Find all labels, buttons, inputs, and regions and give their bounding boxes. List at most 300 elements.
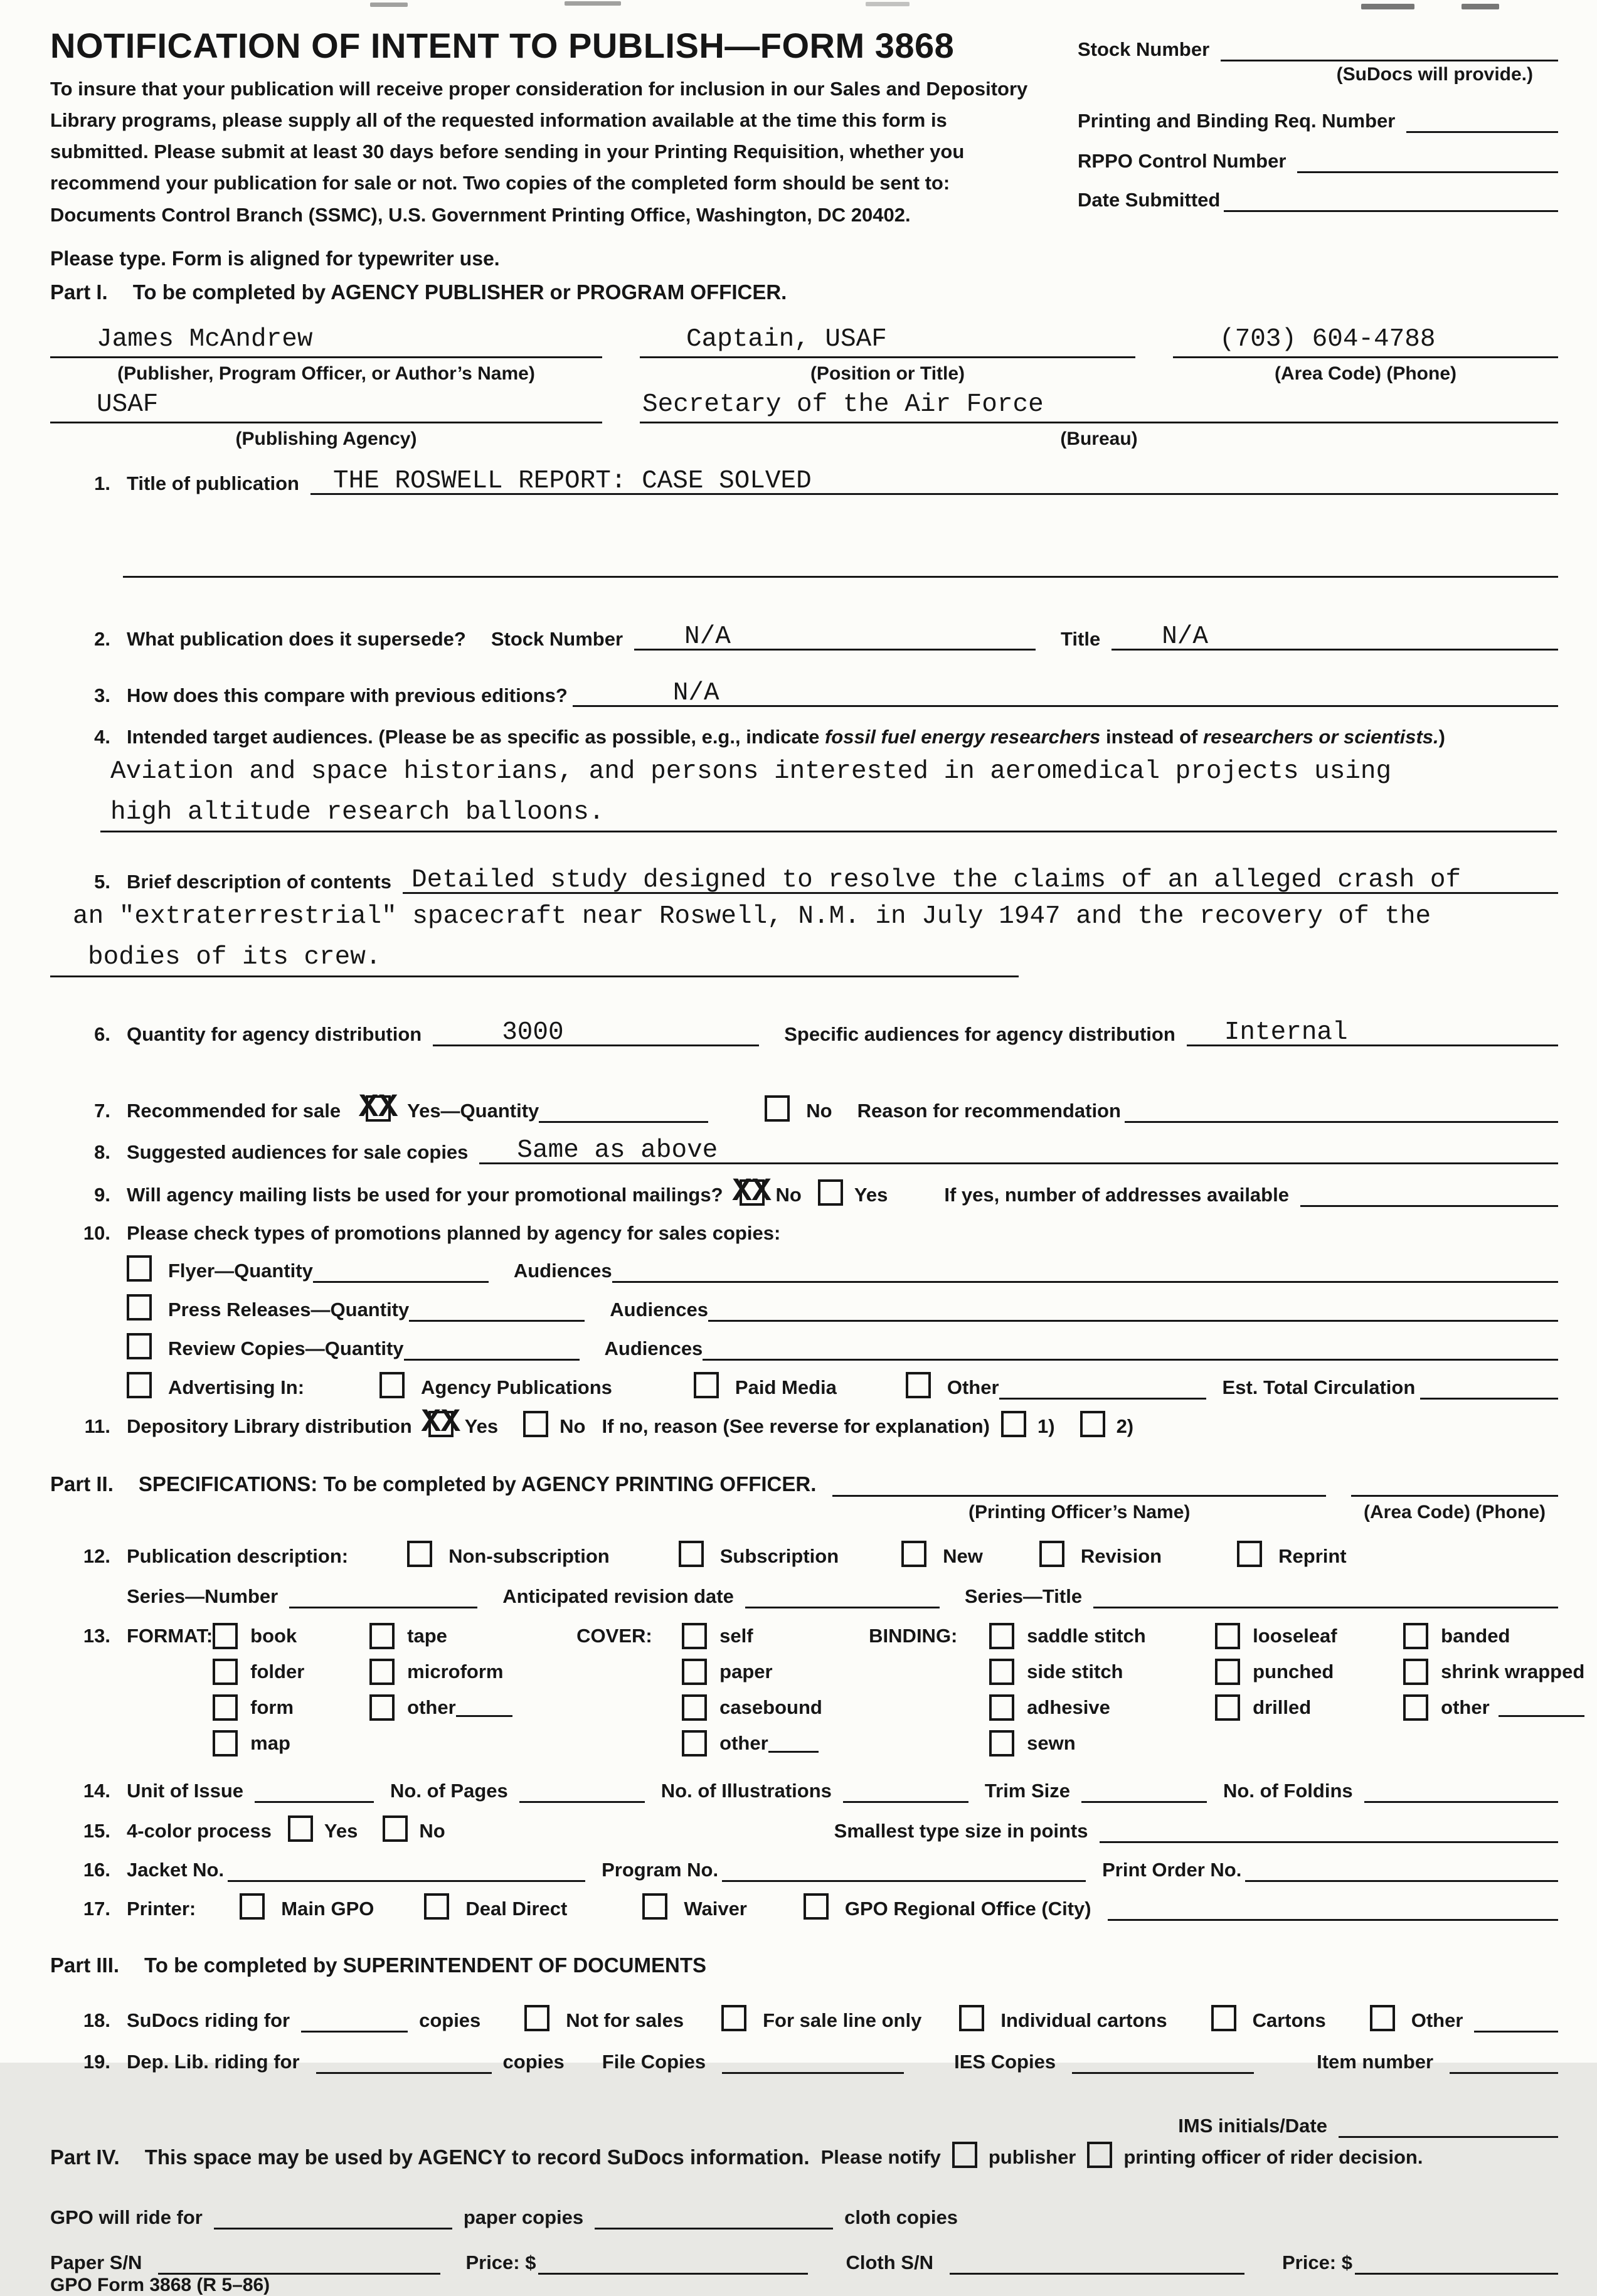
binding-punched-label: punched [1253, 1660, 1334, 1682]
gpo-cloth-copies-field[interactable] [595, 2201, 833, 2230]
q2-stock-label: Stock Number [491, 627, 623, 650]
q16-row [50, 1853, 1558, 1882]
q1-label: Title of publication [127, 472, 299, 494]
q10-advertising-checkbox[interactable] [127, 1372, 152, 1398]
q10-press-checkbox[interactable] [127, 1294, 152, 1321]
bureau-label: (Bureau) [1060, 428, 1138, 450]
cover-paper-label: paper [719, 1660, 773, 1682]
q19-label: Dep. Lib. riding for [127, 2051, 300, 2073]
part1-identity-row1 [50, 326, 1558, 385]
part2-phone-label: (Area Code) (Phone) [1363, 1501, 1546, 1523]
q11-no-checkbox[interactable] [523, 1411, 548, 1437]
binding-banded-checkbox[interactable] [1403, 1623, 1428, 1649]
q10-press-aud-label: Audiences [610, 1299, 709, 1321]
q12-nonsub-label: Non-subscription [448, 1545, 610, 1568]
q7-quantity-field[interactable] [539, 1094, 708, 1123]
type-note: Please type. Form is aligned for typewriter use. [50, 247, 500, 270]
q17-regional-checkbox[interactable] [804, 1893, 829, 1920]
q4-label: Intended target audiences. (Please be as specific as possible, e.g., indicate fossil fuel energy researchers instead of researchers or scientists.) [127, 726, 1445, 748]
format-other-label: other [407, 1696, 456, 1718]
form-id-footer: GPO Form 3868 (R 5–86) [50, 2274, 270, 2295]
q14-foldins-field[interactable] [1364, 1774, 1558, 1803]
part2-phone-group [1351, 1472, 1558, 1523]
price1-field[interactable] [538, 2246, 808, 2275]
q19-item-field[interactable] [1450, 2045, 1558, 2074]
q19-copies-label: copies [502, 2051, 565, 2073]
binding-other-checkbox[interactable] [1403, 1694, 1428, 1721]
q10-est-field[interactable] [1420, 1371, 1558, 1400]
revision-date-label: Anticipated revision date [502, 1585, 734, 1608]
binding-saddle-label: saddle stitch [1027, 1624, 1146, 1647]
q6-row [50, 1018, 1558, 1046]
q19-num: 19. [83, 2051, 110, 2073]
q18-copies-field[interactable] [301, 2004, 408, 2033]
q17-deal-direct-checkbox[interactable] [424, 1893, 449, 1920]
q12-reprint-checkbox[interactable] [1237, 1541, 1262, 1567]
cloth-sn-label: Cloth S/N [846, 2251, 933, 2274]
q8-row [50, 1135, 1558, 1164]
position-value[interactable]: Captain, USAF [686, 324, 887, 354]
q18-copies-label: copies [419, 2009, 481, 2032]
q4-value-line2: high altitude research balloons. [100, 790, 1557, 832]
q12-sub-checkbox[interactable] [679, 1541, 704, 1567]
q10-review-aud-field[interactable] [703, 1332, 1558, 1361]
paper-copies-label: paper copies [463, 2206, 584, 2229]
part4-officer-checkbox[interactable] [1087, 2142, 1112, 2168]
q15-smallest-field[interactable] [1100, 1814, 1559, 1843]
q14-num: 14. [83, 1780, 110, 1802]
q18-individual-cartons-checkbox[interactable] [959, 2005, 984, 2031]
q11-if-label: If no, reason (See reverse for explanation) [602, 1415, 990, 1438]
stock-number-label: Stock Number [1078, 38, 1210, 61]
part4-title: This space may be used by AGENCY to record SuDocs information. [144, 2145, 810, 2169]
q10-flyer-checkbox[interactable] [127, 1255, 152, 1282]
q18-row [50, 2004, 1558, 2033]
part3-num: Part III. [50, 1953, 120, 1977]
q1-title-field[interactable] [310, 466, 1558, 495]
q6-label: Quantity for agency distribution [127, 1023, 422, 1046]
part2-heading [50, 1472, 1558, 1523]
binding-drilled-label: drilled [1253, 1696, 1312, 1718]
agency-line[interactable] [50, 422, 602, 423]
q11-row [50, 1404, 1558, 1442]
format-other-checkbox[interactable] [369, 1694, 395, 1721]
q7-num: 7. [94, 1100, 110, 1122]
part1-num: Part I. [50, 280, 108, 304]
q17-regional-label: GPO Regional Office (City) [844, 1898, 1091, 1920]
q8-num: 8. [94, 1141, 110, 1164]
cover-casebound-label: casebound [719, 1696, 822, 1718]
q14-pages-field[interactable] [519, 1774, 645, 1803]
scan-artifact [1361, 4, 1414, 9]
part1-heading [50, 280, 1558, 304]
q17-main-gpo-label: Main GPO [281, 1898, 374, 1920]
q17-city-field[interactable] [1108, 1892, 1558, 1921]
q1-value: THE ROSWELL REPORT: CASE SOLVED [332, 466, 812, 496]
q19-ies-label: IES Copies [954, 2051, 1056, 2073]
q18-other-field[interactable] [1474, 2004, 1558, 2033]
series-title-field[interactable] [1093, 1580, 1558, 1608]
ims-label: IMS initials/Date [1178, 2115, 1327, 2137]
q2-label: What publication does it supersede? [127, 627, 466, 650]
q10-flyer-aud-label: Audiences [513, 1260, 612, 1282]
binding-drilled-checkbox[interactable] [1215, 1694, 1240, 1721]
q18-num: 18. [83, 2009, 110, 2032]
q11-num: 11. [84, 1415, 110, 1438]
q18-other-label: Other [1411, 2009, 1463, 2032]
q2-title-label: Title [1061, 627, 1101, 650]
publisher-line[interactable] [50, 356, 602, 358]
gpo-ride-row [50, 2201, 1558, 2230]
series-row [127, 1580, 1558, 1608]
cover-self-checkbox[interactable] [682, 1623, 707, 1649]
ims-field[interactable] [1339, 2109, 1558, 2138]
q10-advertising-label: Advertising In: [168, 1376, 305, 1399]
q18-other-checkbox[interactable] [1370, 2005, 1395, 2031]
q15-no-checkbox[interactable] [383, 1815, 408, 1842]
q16-program-field[interactable] [722, 1853, 1086, 1882]
q6-quantity-field[interactable] [433, 1018, 759, 1046]
q14-row [50, 1774, 1558, 1803]
price2-label: Price: $ [1281, 2251, 1352, 2274]
q10-agency-pub-checkbox[interactable] [379, 1372, 405, 1398]
q19-item-label: Item number [1317, 2051, 1434, 2073]
q5-answer[interactable] [50, 894, 1558, 977]
bureau-value[interactable]: Secretary of the Air Force [642, 390, 1044, 419]
q14-unit-label: Unit of Issue [127, 1780, 244, 1802]
q9-no-checkbox[interactable] [732, 1172, 772, 1210]
q9-label: Will agency mailing lists be used for your promotional mailings? [127, 1184, 723, 1206]
q18-not-for-sales-checkbox[interactable] [524, 2005, 549, 2031]
part1-title: To be completed by AGENCY PUBLISHER or PROGRAM OFFICER. [132, 280, 787, 304]
scan-artifact [370, 3, 408, 7]
q12-sub-label: Subscription [719, 1545, 839, 1568]
q10-flyer-label: Flyer—Quantity [168, 1260, 313, 1282]
binding-sewn-label: sewn [1027, 1731, 1076, 1754]
q2-stock-value: N/A [684, 622, 731, 651]
q2-title-field[interactable] [1112, 622, 1558, 651]
q10-review-checkbox[interactable] [127, 1333, 152, 1359]
q11-yes-checkbox[interactable] [421, 1404, 460, 1442]
q2-stock-field[interactable] [634, 622, 1036, 651]
q10-est-label: Est. Total Circulation [1222, 1376, 1416, 1399]
gpo-paper-copies-field[interactable] [214, 2201, 452, 2230]
q5-num: 5. [94, 871, 110, 893]
bureau-field-group [640, 391, 1558, 450]
format-form-label: form [250, 1696, 294, 1718]
q4-answer[interactable] [100, 749, 1558, 832]
q10-other-label: Other [947, 1376, 999, 1399]
format-other-field[interactable] [456, 1698, 512, 1717]
q12-label: Publication description: [127, 1545, 349, 1568]
format-folder-checkbox[interactable] [213, 1659, 238, 1685]
q11-reason2-label: 2) [1116, 1415, 1134, 1438]
binding-banded-label: banded [1441, 1624, 1510, 1647]
header [50, 19, 1558, 231]
q18-for-sale-line-checkbox[interactable] [721, 2005, 746, 2031]
q7-reason-field[interactable] [1125, 1094, 1558, 1123]
format-tape-label: tape [407, 1624, 447, 1647]
q16-jacket-field[interactable] [228, 1853, 585, 1882]
q7-no-label: No [806, 1100, 832, 1122]
scan-artifact [565, 1, 621, 6]
date-submitted-group [1078, 183, 1558, 212]
format-map-checkbox[interactable] [213, 1730, 238, 1757]
q1-row [50, 466, 1558, 495]
binding-adhesive-checkbox[interactable] [989, 1694, 1014, 1721]
q6-audience-field[interactable] [1187, 1018, 1558, 1046]
printing-binding-label: Printing and Binding Req. Number [1078, 110, 1396, 132]
q2-num: 2. [94, 627, 110, 650]
publisher-label: (Publisher, Program Officer, or Author’s Name) [117, 363, 535, 384]
format-tape-checkbox[interactable] [369, 1623, 395, 1649]
header-left [50, 19, 1048, 231]
q5-field-line1[interactable] [403, 861, 1558, 894]
q19-file-field[interactable] [722, 2045, 904, 2074]
phone-label: (Area Code) (Phone) [1274, 363, 1456, 384]
sn-price-row [50, 2246, 1558, 2275]
q13-format-label: FORMAT: [127, 1624, 213, 1647]
q12-revision-label: Revision [1080, 1545, 1162, 1568]
q19-ies-field[interactable] [1072, 2045, 1254, 2074]
position-field-group [640, 326, 1135, 385]
part4-heading [50, 2142, 1558, 2169]
gpo-ride-label: GPO will ride for [50, 2206, 203, 2229]
stock-number-group [1078, 33, 1558, 85]
q17-deal-direct-label: Deal Direct [465, 1898, 568, 1920]
agency-value[interactable]: USAF [97, 390, 159, 419]
q16-print-label: Print Order No. [1102, 1859, 1242, 1881]
q10-flyer-aud-field[interactable] [612, 1254, 1558, 1283]
part4-publisher-checkbox[interactable] [952, 2142, 977, 2168]
q14-illus-label: No. of Illustrations [661, 1780, 832, 1802]
q18-label: SuDocs riding for [127, 2009, 290, 2032]
format-microform-checkbox[interactable] [369, 1659, 395, 1685]
q7-row [50, 1088, 1558, 1126]
agency-field-group [50, 391, 602, 450]
q12-new-label: New [943, 1545, 983, 1568]
paper-sn-label: Paper S/N [50, 2251, 142, 2274]
q11-yes-label: Yes [464, 1415, 499, 1438]
q15-num: 15. [83, 1820, 110, 1842]
q8-field[interactable] [479, 1135, 1558, 1164]
phone-value[interactable]: (703) 604-4788 [1219, 324, 1436, 354]
q16-program-label: Program No. [602, 1859, 719, 1881]
publisher-value[interactable]: James McAndrew [97, 324, 313, 354]
paper-sn-field[interactable] [158, 2246, 440, 2275]
q12-reprint-label: Reprint [1278, 1545, 1347, 1568]
q14-illus-field[interactable] [843, 1774, 968, 1803]
cover-other-field[interactable] [768, 1734, 819, 1753]
q5-row [50, 861, 1558, 894]
part3-title: To be completed by SUPERINTENDENT OF DOCUMENTS [144, 1953, 706, 1977]
q4-num: 4. [94, 726, 110, 748]
q6-label2: Specific audiences for agency distribution [784, 1023, 1175, 1046]
q10-advertising-row [127, 1371, 1558, 1400]
q18-cartons-checkbox[interactable] [1211, 2005, 1236, 2031]
part4-publisher-label: publisher [988, 2146, 1076, 2169]
q10-label: Please check types of promotions planned by agency for sales copies: [127, 1222, 781, 1245]
q1-title-field-2[interactable] [123, 549, 1558, 578]
q15-yes-checkbox[interactable] [288, 1815, 313, 1842]
date-submitted-label: Date Submitted [1078, 189, 1221, 211]
q3-value: N/A [672, 678, 719, 708]
q8-label: Suggested audiences for sale copies [127, 1141, 469, 1164]
q19-copies-field[interactable] [316, 2045, 492, 2074]
price1-label: Price: $ [465, 2251, 536, 2274]
q5-label: Brief description of contents [127, 871, 391, 893]
q11-yes-mark: XX [421, 1404, 460, 1442]
q10-other-checkbox[interactable] [906, 1372, 931, 1398]
revision-date-field[interactable] [745, 1580, 940, 1608]
q10-review-row [127, 1332, 1558, 1361]
printing-binding-field[interactable] [1406, 104, 1558, 133]
q11-label: Depository Library distribution [127, 1415, 412, 1438]
q10-paid-media-checkbox[interactable] [694, 1372, 719, 1398]
q12-nonsub-checkbox[interactable] [407, 1541, 432, 1567]
q10-press-aud-field[interactable] [708, 1293, 1558, 1322]
q14-unit-field[interactable] [255, 1774, 374, 1803]
series-number-label: Series—Number [127, 1585, 279, 1608]
printing-officer-field[interactable] [832, 1495, 1326, 1497]
binding-looseleaf-checkbox[interactable] [1215, 1623, 1240, 1649]
rppo-group [1078, 144, 1558, 173]
q18-cartons-label: Cartons [1252, 2009, 1326, 2032]
q3-field[interactable] [573, 678, 1558, 707]
part1-identity-row2 [50, 391, 1558, 450]
q7-no-checkbox[interactable] [765, 1095, 790, 1122]
scan-artifact [1462, 4, 1499, 9]
q5-value-line3: bodies of its crew. [50, 935, 1019, 977]
q4-label-row [50, 726, 1558, 749]
q6-num: 6. [94, 1023, 110, 1046]
format-book-label: book [250, 1624, 297, 1647]
format-form-checkbox[interactable] [213, 1694, 238, 1721]
position-line[interactable] [640, 356, 1135, 358]
stock-number-field[interactable] [1221, 33, 1558, 61]
q13-format-grid [50, 1618, 1585, 1762]
q10-num: 10. [83, 1222, 110, 1245]
q3-row [50, 678, 1558, 707]
q11-no-label: No [560, 1415, 586, 1438]
q9-no-mark: XX [732, 1172, 772, 1210]
format-microform-label: microform [407, 1660, 504, 1682]
q10-row [50, 1222, 1558, 1245]
q9-row [50, 1172, 1558, 1210]
q12-row [50, 1541, 1558, 1568]
q1-num: 1. [94, 472, 110, 494]
q10-press-qty-field[interactable] [409, 1293, 585, 1322]
cover-casebound-checkbox[interactable] [682, 1694, 707, 1721]
agency-label: (Publishing Agency) [235, 428, 417, 450]
binding-other-field[interactable] [1499, 1698, 1585, 1717]
binding-punched-checkbox[interactable] [1215, 1659, 1240, 1685]
q12-num: 12. [83, 1545, 110, 1568]
q10-flyer-row [127, 1254, 1558, 1283]
q9-num: 9. [94, 1184, 110, 1206]
binding-looseleaf-label: looseleaf [1253, 1624, 1337, 1647]
q10-other-field[interactable] [999, 1371, 1206, 1400]
q17-label: Printer: [127, 1898, 196, 1920]
binding-shrink-label: shrink wrapped [1441, 1660, 1585, 1682]
q18-not-for-sales-label: Not for sales [566, 2009, 684, 2032]
q9-addresses-field[interactable] [1300, 1178, 1558, 1207]
part4-num: Part IV. [50, 2145, 120, 2169]
q12-revision-checkbox[interactable] [1039, 1541, 1064, 1567]
q16-num: 16. [83, 1859, 110, 1881]
q7-yes-checkbox[interactable] [358, 1088, 398, 1126]
q11-reason1-label: 1) [1037, 1415, 1055, 1438]
q11-reason2-checkbox[interactable] [1080, 1411, 1105, 1437]
q6-audience-value: Internal [1224, 1018, 1348, 1047]
cloth-sn-field[interactable] [950, 2246, 1244, 2275]
binding-sewn-checkbox[interactable] [989, 1730, 1014, 1757]
rppo-field[interactable] [1297, 144, 1558, 173]
q10-paid-media-label: Paid Media [735, 1376, 837, 1399]
form-title: NOTIFICATION OF INTENT TO PUBLISH—FORM 3868 [50, 26, 955, 65]
q5-value-line2: an "extraterrestrial" spacecraft near Roswell, N.M. in July 1947 and the recovery of the [73, 901, 1431, 931]
q12-new-checkbox[interactable] [901, 1541, 926, 1567]
q17-waiver-checkbox[interactable] [642, 1893, 667, 1920]
q11-reason1-checkbox[interactable] [1001, 1411, 1026, 1437]
cover-other-checkbox[interactable] [682, 1730, 707, 1757]
q9-yes-checkbox[interactable] [818, 1179, 843, 1206]
q18-individual-cartons-label: Individual cartons [1000, 2009, 1167, 2032]
part3-heading [50, 1953, 1558, 1977]
form-intro: To insure that your publication will receive proper consideration for inclusion in our Sales and Depository Library programs, please supply all of the requested information available at the time this form is submitted. Please submit at least 30 days before sending in your Printing Requisition, whether you recommend your publication for sale or not. Two copies of the completed form should be sent to: Documents Control Branch (SSMC), U.S. Government Printing Office, Washington, DC 20402. [50, 77, 1028, 226]
q10-flyer-qty-field[interactable] [313, 1254, 489, 1283]
format-book-checkbox[interactable] [213, 1623, 238, 1649]
cover-label: COVER: [576, 1624, 652, 1647]
q19-file-label: File Copies [602, 2051, 706, 2073]
format-folder-label: folder [250, 1660, 305, 1682]
binding-side-checkbox[interactable] [989, 1659, 1014, 1685]
series-number-field[interactable] [289, 1580, 477, 1608]
q7-yes-label: Yes—Quantity [407, 1100, 539, 1122]
q8-value: Same as above [517, 1135, 718, 1165]
part2-phone-field[interactable] [1351, 1495, 1558, 1497]
q14-foldins-label: No. of Foldins [1223, 1780, 1353, 1802]
date-submitted-field[interactable] [1224, 183, 1558, 212]
q10-review-aud-label: Audiences [604, 1337, 703, 1360]
price2-field[interactable] [1355, 2246, 1558, 2275]
q10-review-qty-field[interactable] [404, 1332, 580, 1361]
q10-press-label: Press Releases—Quantity [168, 1299, 410, 1321]
q3-num: 3. [94, 684, 110, 706]
q9-yes-label: Yes [854, 1184, 888, 1206]
series-title-label: Series—Title [964, 1585, 1083, 1608]
q3-label: How does this compare with previous editions? [127, 684, 568, 706]
binding-saddle-checkbox[interactable] [989, 1623, 1014, 1649]
cover-other-label: other [719, 1731, 768, 1754]
sudocs-note: (SuDocs will provide.) [1336, 64, 1533, 85]
q19-row [50, 2045, 1558, 2074]
q10-press-row [127, 1293, 1558, 1322]
q16-jacket-label: Jacket No. [127, 1859, 225, 1881]
q14-trim-field[interactable] [1081, 1774, 1207, 1803]
phone-line[interactable] [1173, 356, 1558, 358]
q15-yes-label: Yes [324, 1820, 358, 1842]
cover-paper-checkbox[interactable] [682, 1659, 707, 1685]
printing-officer-group [832, 1472, 1326, 1523]
scan-artifact [866, 2, 910, 6]
q17-main-gpo-checkbox[interactable] [240, 1893, 265, 1920]
q16-print-field[interactable] [1245, 1853, 1558, 1882]
q15-smallest-label: Smallest type size in points [834, 1820, 1088, 1842]
bureau-line[interactable] [640, 422, 1558, 423]
binding-shrink-checkbox[interactable] [1403, 1659, 1428, 1685]
cover-self-label: self [719, 1624, 753, 1647]
